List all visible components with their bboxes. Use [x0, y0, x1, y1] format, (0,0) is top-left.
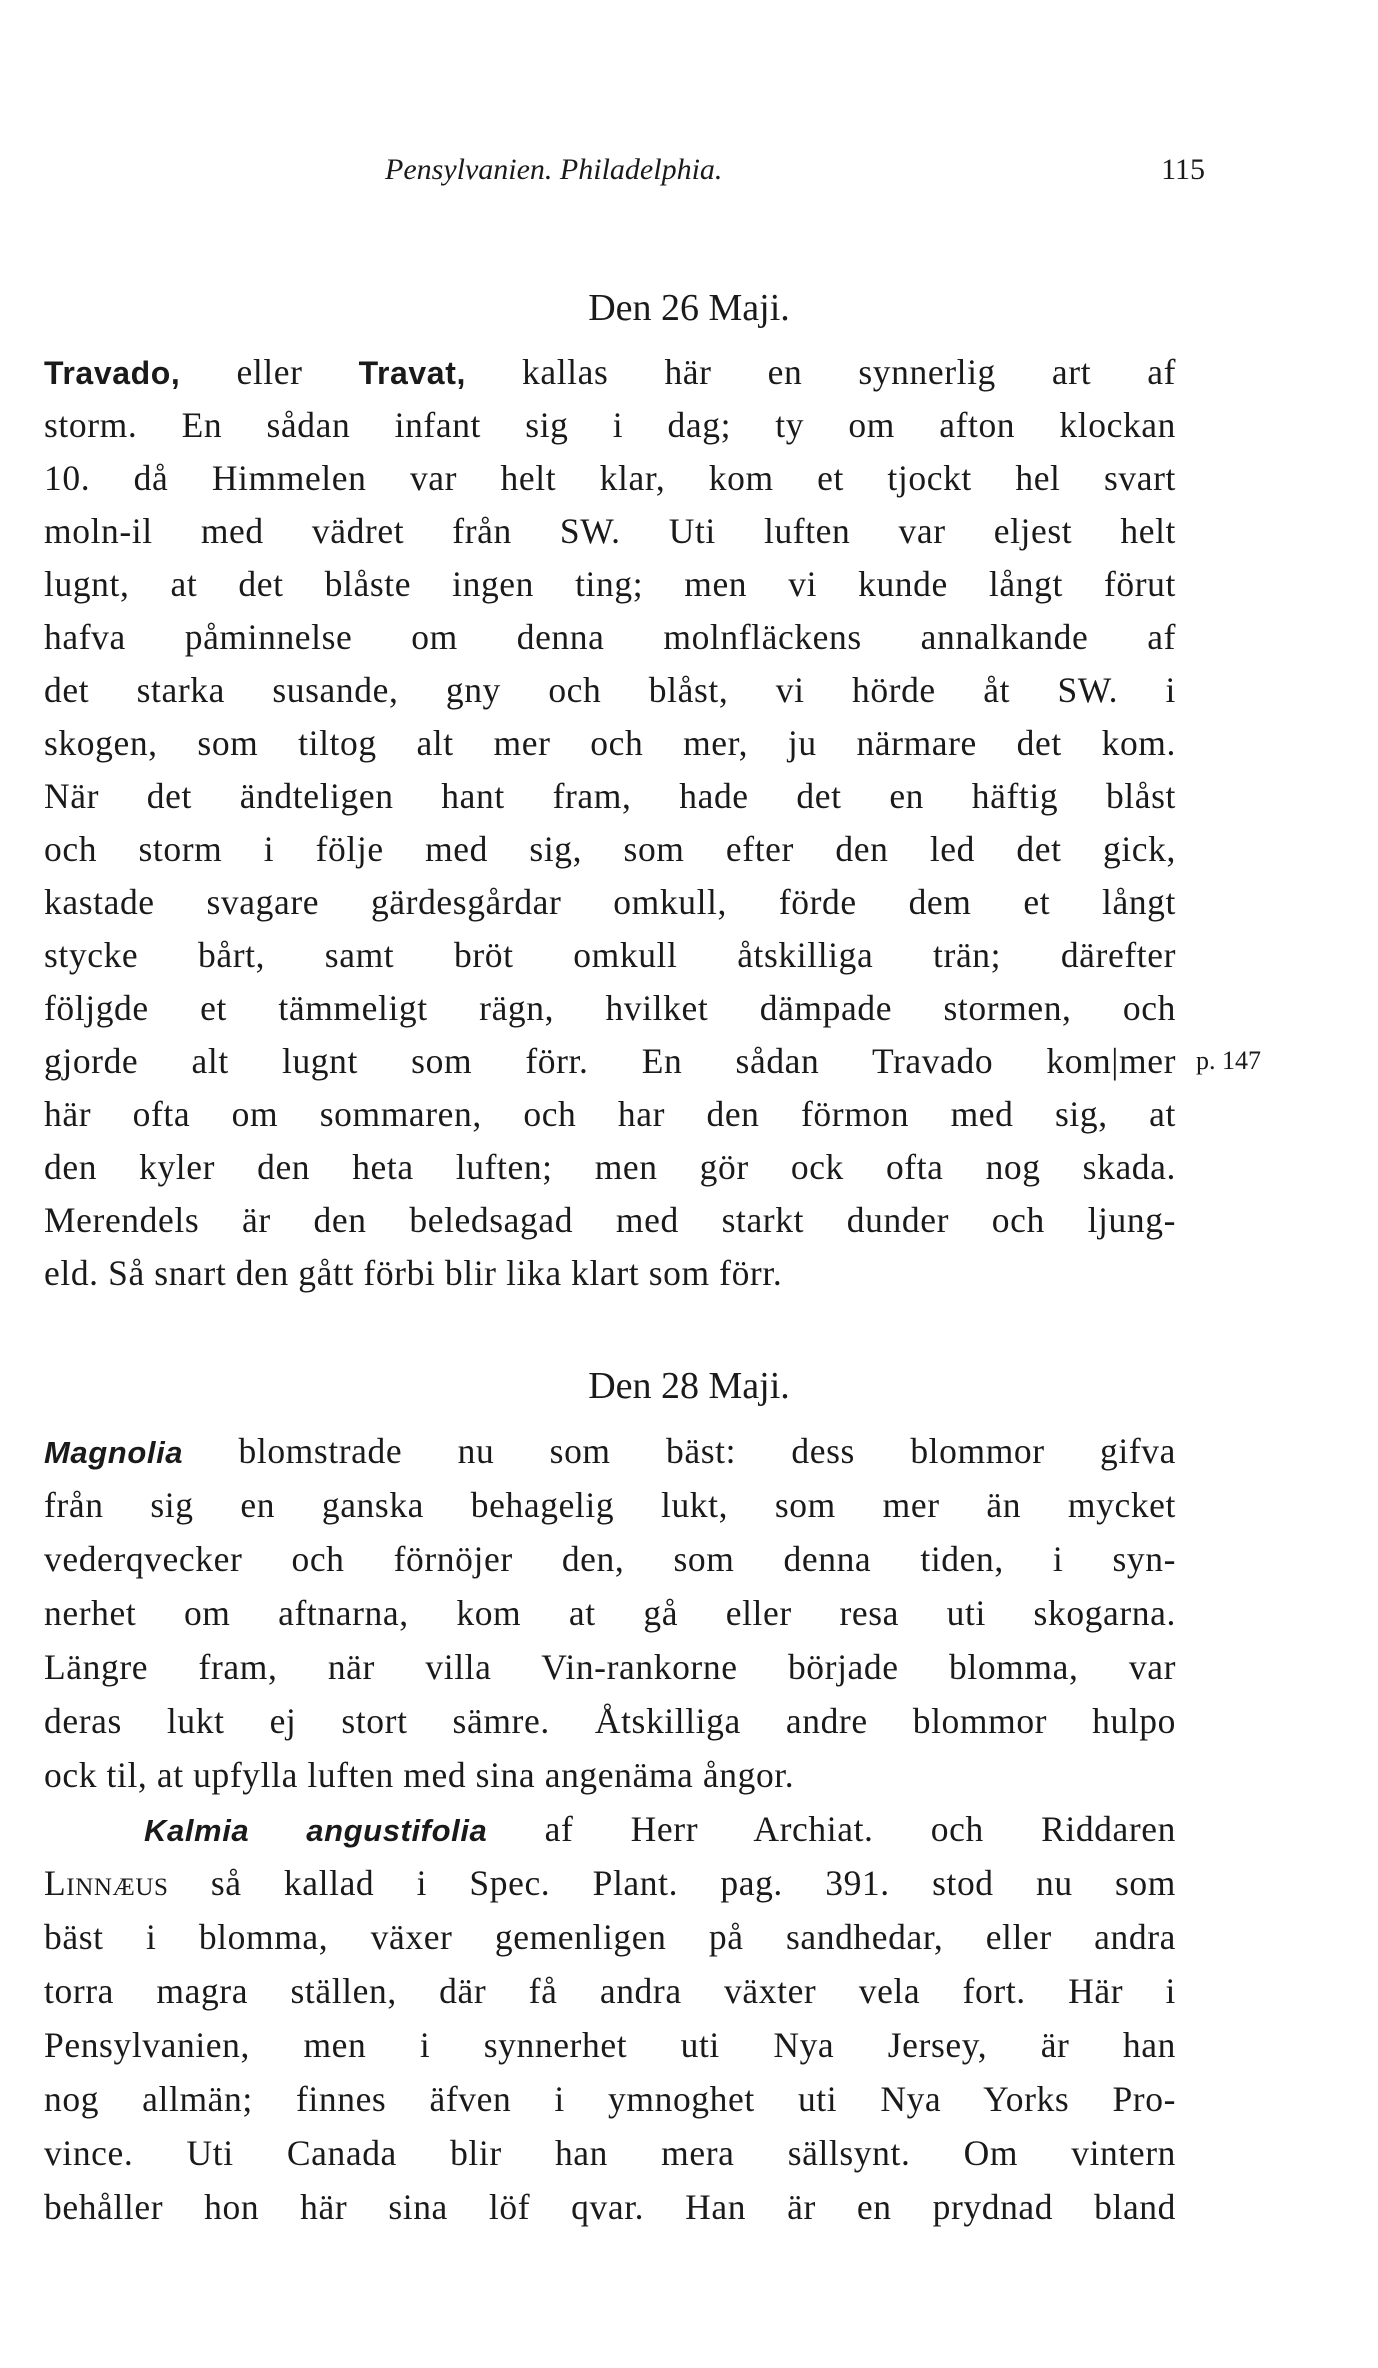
- text-line: det starka susande, gny och blåst, vi hörde åt SW. i: [44, 670, 1176, 710]
- text-line: vince. Uti Canada blir han mera sällsynt. Om vintern: [44, 2133, 1176, 2173]
- text-line: När det ändteligen hant fram, hade det en häftig blåst: [44, 776, 1176, 816]
- text-line: Längre fram, när villa Vin-rankorne började blomma, var: [44, 1647, 1176, 1687]
- text-line: Linnæus så kallad i Spec. Plant. pag. 391. stod nu som: [44, 1863, 1176, 1903]
- text-line: Kalmia angustifolia af Herr Archiat. och Riddaren: [144, 1809, 1176, 1849]
- margin-page-reference: p. 147: [1196, 1046, 1261, 1075]
- text-line: vederqvecker och förnöjer den, som denna tiden, i syn-: [44, 1539, 1176, 1579]
- term-travado: Travado,: [44, 355, 181, 391]
- text-line: här ofta om sommaren, och har den förmon med sig, at: [44, 1094, 1176, 1134]
- date-heading-26-maji: Den 26 Maji.: [588, 287, 790, 329]
- text-line: kastade svagare gärdesgårdar omkull, förde dem et långt: [44, 882, 1176, 922]
- text-line: lugnt, at det blåste ingen ting; men vi kunde långt förut: [44, 564, 1176, 604]
- page-number: 115: [1161, 153, 1205, 186]
- text-line: från sig en ganska behagelig lukt, som mer än mycket: [44, 1485, 1176, 1525]
- text-line: bäst i blomma, växer gemenligen på sandhedar, eller andra: [44, 1917, 1176, 1957]
- term-kalmia-angustifolia: Kalmia angustifolia: [144, 1813, 488, 1848]
- text-line: moln-il med vädret från SW. Uti luften var eljest helt: [44, 511, 1176, 551]
- name-linnaeus: Linnæus: [44, 1863, 169, 1903]
- text-line: följgde et tämmeligt rägn, hvilket dämpade stormen, och: [44, 988, 1176, 1028]
- text-line: torra magra ställen, där få andra växter vela fort. Här i: [44, 1971, 1176, 2011]
- text-line: stycke bårt, samt bröt omkull åtskilliga trän; därefter: [44, 935, 1176, 975]
- text-line: Travado, eller Travat, kallas här en synnerlig art af: [44, 352, 1176, 392]
- text-line: Merendels är den beledsagad med starkt dunder och ljung-: [44, 1200, 1176, 1240]
- text-line: gjorde alt lugnt som förr. En sådan Travado kom|mer: [44, 1041, 1176, 1081]
- text-line: den kyler den heta luften; men gör ock ofta nog skada.: [44, 1147, 1176, 1187]
- text-line: hafva påminnelse om denna molnfläckens annalkande af: [44, 617, 1176, 657]
- text-line: Pensylvanien, men i synnerhet uti Nya Jersey, är han: [44, 2025, 1176, 2065]
- text-line: eld. Så snart den gått förbi blir lika klart som förr.: [44, 1253, 783, 1293]
- running-head-title: Pensylvanien. Philadelphia.: [385, 153, 723, 186]
- text-line: 10. då Himmelen var helt klar, kom et tjockt hel svart: [44, 458, 1176, 498]
- text-line: ock til, at upfylla luften med sina angenäma ångor.: [44, 1755, 795, 1795]
- term-travat: Travat,: [358, 355, 466, 391]
- date-heading-28-maji: Den 28 Maji.: [588, 1365, 790, 1407]
- text-line: behåller hon här sina löf qvar. Han är en prydnad bland: [44, 2187, 1176, 2227]
- term-magnolia: Magnolia: [44, 1435, 184, 1470]
- text-line: nog allmän; finnes äfven i ymnoghet uti Nya Yorks Pro-: [44, 2079, 1176, 2119]
- running-head: [385, 145, 1205, 195]
- text-line: nerhet om aftnarna, kom at gå eller resa uti skogarna.: [44, 1593, 1176, 1633]
- text-line: Magnolia blomstrade nu som bäst: dess blommor gifva: [44, 1431, 1176, 1471]
- text-line: skogen, som tiltog alt mer och mer, ju närmare det kom.: [44, 723, 1176, 763]
- text-line: och storm i följe med sig, som efter den led det gick,: [44, 829, 1176, 869]
- text-line: deras lukt ej stort sämre. Åtskilliga andre blommor hulpo: [44, 1701, 1176, 1741]
- text-line: storm. En sådan infant sig i dag; ty om afton klockan: [44, 405, 1176, 445]
